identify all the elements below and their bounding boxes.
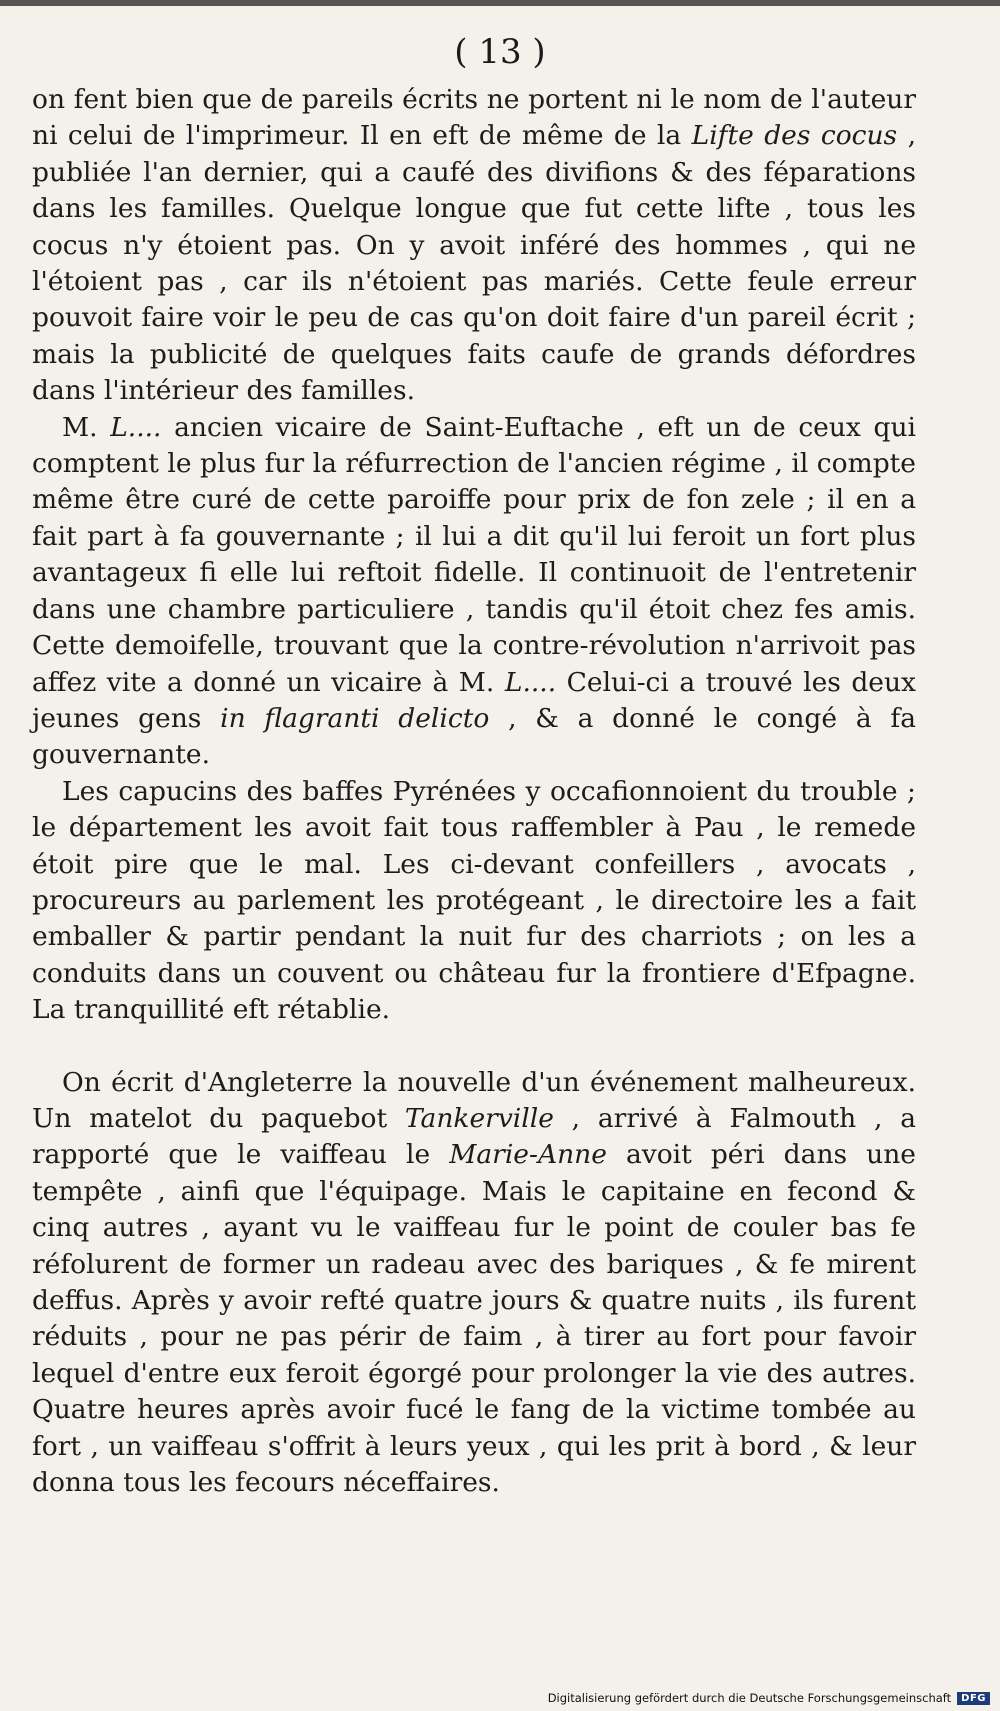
paragraph-gap — [32, 1029, 916, 1065]
text-run: On écrit d'Angleterre la nouvelle d'un événement malheureux. Un matelot du paquebot — [32, 1066, 916, 1134]
text-run: Celui-ci a trouvé les deux jeunes gens — [32, 666, 917, 734]
italic-text: Tankerville — [404, 1102, 554, 1134]
top-edge-rule — [0, 0, 1000, 6]
body-text — [32, 82, 916, 1501]
italic-text: Lifte des cocus — [691, 120, 898, 152]
text-run: avoit péri dans une tempête , ainfi que l'équipage. Mais le capitaine en fecond & cinq autres , ayant vu le vaiffeau fur le point de couler bas fe réfolurent de former un radeau avec des bariques , & fe mirent deffus. Après y avoir refté quatre jours & quatre nuits , ils furent réduits , pour ne pas périr de faim , à tirer au fort pour favoir lequel d'entre eux feroit égorgé pour prolonger la vie des autres. Quatre heures après avoir fucé le fang de la victime tombée au fort , un vaiffeau s'offrit à leurs yeux , qui les prit à bord , & leur donna tous les fecours néceffaires. — [32, 1139, 916, 1499]
paragraph-p4 — [32, 1065, 916, 1502]
text-run: , & a donné le congé à fa gouvernante. — [32, 702, 916, 771]
paragraph-p1 — [32, 82, 916, 410]
italic-text: in flagranti delicto — [220, 702, 490, 734]
text-run: on fent bien que de pareils écrits ne portent ni le nom de l'auteur ni celui de l'imprimeur. Il en eft de même de la — [32, 84, 916, 152]
italic-text: Marie-Anne — [449, 1139, 607, 1171]
italic-text: L.... — [504, 666, 557, 698]
dfg-logo: DFG — [957, 1692, 990, 1705]
paragraph-p3 — [32, 774, 916, 1029]
page-number: ( 13 ) — [454, 32, 546, 72]
text-run: ancien vicaire de Saint-Euftache , eft un de ceux qui comptent le plus fur la réfurrection de l'ancien régime , il compte même être curé de cette paroiffe pour prix de fon zele ; il en a fait part à fa gouvernante ; il lui a dit qu'il lui feroit un fort plus avantageux fi elle lui reftoit fidelle. Il continuoit de l'entretenir dans une chambre particuliere , tandis qu'il étoit chez fes amis. Cette demoifelle, trouvant que la contre-révolution n'arrivoit pas affez vite a donné un vicaire à M. — [32, 411, 916, 698]
text-run: , arrivé à Falmouth , a rapporté que le vaiffeau le — [32, 1102, 916, 1171]
text-run: Les capucins des baffes Pyrénées y occafionnoient du trouble ; le département les avoit fait tous raffembler à Pau , le remede étoit pire que le mal. Les ci-devant confeillers , avocats , procureurs au parlement les protégeant , le directoire les a fait emballer & partir pendant la nuit fur des charriots ; on les a conduits dans un couvent ou château fur la frontiere d'Efpagne. La tranquillité eft rétablie. — [32, 775, 916, 1026]
digitization-credit — [548, 1691, 990, 1705]
text-run: , publiée l'an dernier, qui a caufé des divifions & des féparations dans les familles. Quelque longue que fut cette lifte , tous les cocus n'y étoient pas. On y avoit inféré des hommes , qui ne l'étoient pas , car ils n'étoient pas mariés. Cette feule erreur pouvoit faire voir le peu de cas qu'on doit faire d'un pareil écrit ; mais la publicité de quelques faits caufe de grands défordres dans l'intérieur des familles. — [32, 120, 916, 407]
italic-text: L.... — [110, 411, 162, 443]
text-run: M. — [62, 411, 111, 443]
credit-text: Digitalisierung gefördert durch die Deutsche Forschungsgemeinschaft — [547, 1691, 952, 1705]
paragraph-p2 — [32, 410, 916, 774]
